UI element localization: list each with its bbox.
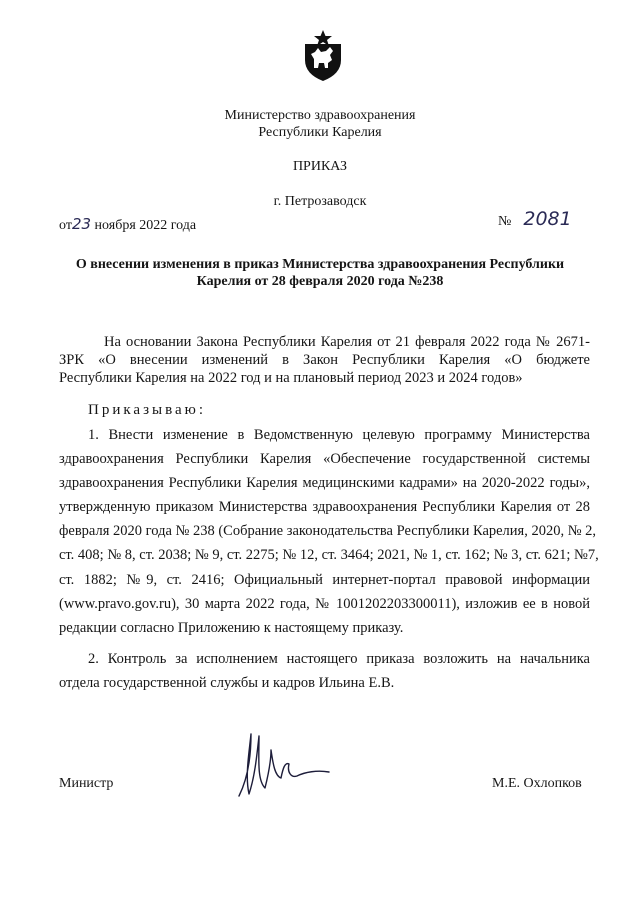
preamble-line: На основании Закона Республики Карелия от 21 февраля 2022 года № 2671- — [104, 334, 590, 350]
item1-line: (www.pravo.gov.ru), 30 марта 2022 года, № 1001202203300011), изложив ее в новой — [59, 596, 590, 612]
item1-line: ст. 408; № 8, ст. 2038; № 9, ст. 2275; № 12, ст. 3464; 2021, № 1, ст. 162; № 3, ст. 621; №7, — [59, 547, 599, 563]
order-word: Приказываю: — [88, 402, 206, 418]
item1-line: февраля 2020 года № 238 (Собрание законодательства Республики Карелия, 2020, № 2, — [59, 523, 597, 539]
date-prefix: от — [59, 218, 72, 233]
item1-line: здравоохранения Республики Карелия медицинскими кадрами» на 2020-2022 годы», — [59, 475, 590, 491]
preamble-line: ЗРК «О внесении изменений в Закон Республики Карелия «О бюджете — [59, 352, 590, 368]
karelia-emblem-icon — [302, 30, 344, 82]
ministry-name-line1: Министерство здравоохранения — [224, 108, 416, 123]
city: г. Петрозаводск — [273, 194, 367, 209]
item1-line: здравоохранения Республики Карелия «Обеспечение государственной системы — [59, 451, 590, 467]
handwritten-signature — [225, 728, 335, 803]
ministry-name-line2: Республики Карелия — [258, 125, 382, 140]
signatory-position: Министр — [59, 776, 114, 791]
number-value: 2081 — [523, 208, 572, 230]
document-number — [498, 208, 572, 230]
order-title-line1: О внесении изменения в приказ Министерства здравоохранения Республики — [75, 257, 565, 272]
document-type: ПРИКАЗ — [292, 159, 348, 174]
item1-line: утвержденную приказом Министерства здравоохранения Республики Карелия от 28 — [59, 499, 590, 515]
item1-line: редакции согласно Приложению к настоящему приказу. — [59, 620, 404, 636]
order-title-line2: Карелия от 28 февраля 2020 года №238 — [196, 274, 444, 289]
preamble-line: Республики Карелия на 2022 год и на плановый период 2023 и 2024 годов» — [59, 370, 523, 386]
date-day: 23 — [71, 215, 92, 233]
item1-line: ст. 1882; №9, ст. 2416; Официальный интернет-портал правовой информации — [59, 572, 590, 588]
date-month-year: ноября 2022 года — [94, 218, 197, 233]
item2-line: 2. Контроль за исполнением настоящего приказа возложить на начальника — [88, 651, 590, 667]
signatory-name: М.Е. Охлопков — [492, 776, 582, 791]
item1-line: 1. Внести изменение в Ведомственную целевую программу Министерства — [88, 427, 590, 443]
number-sign: № — [498, 214, 512, 229]
item2-line: отдела государственной службы и кадров Ильина Е.В. — [59, 675, 395, 691]
document-date — [59, 216, 196, 234]
